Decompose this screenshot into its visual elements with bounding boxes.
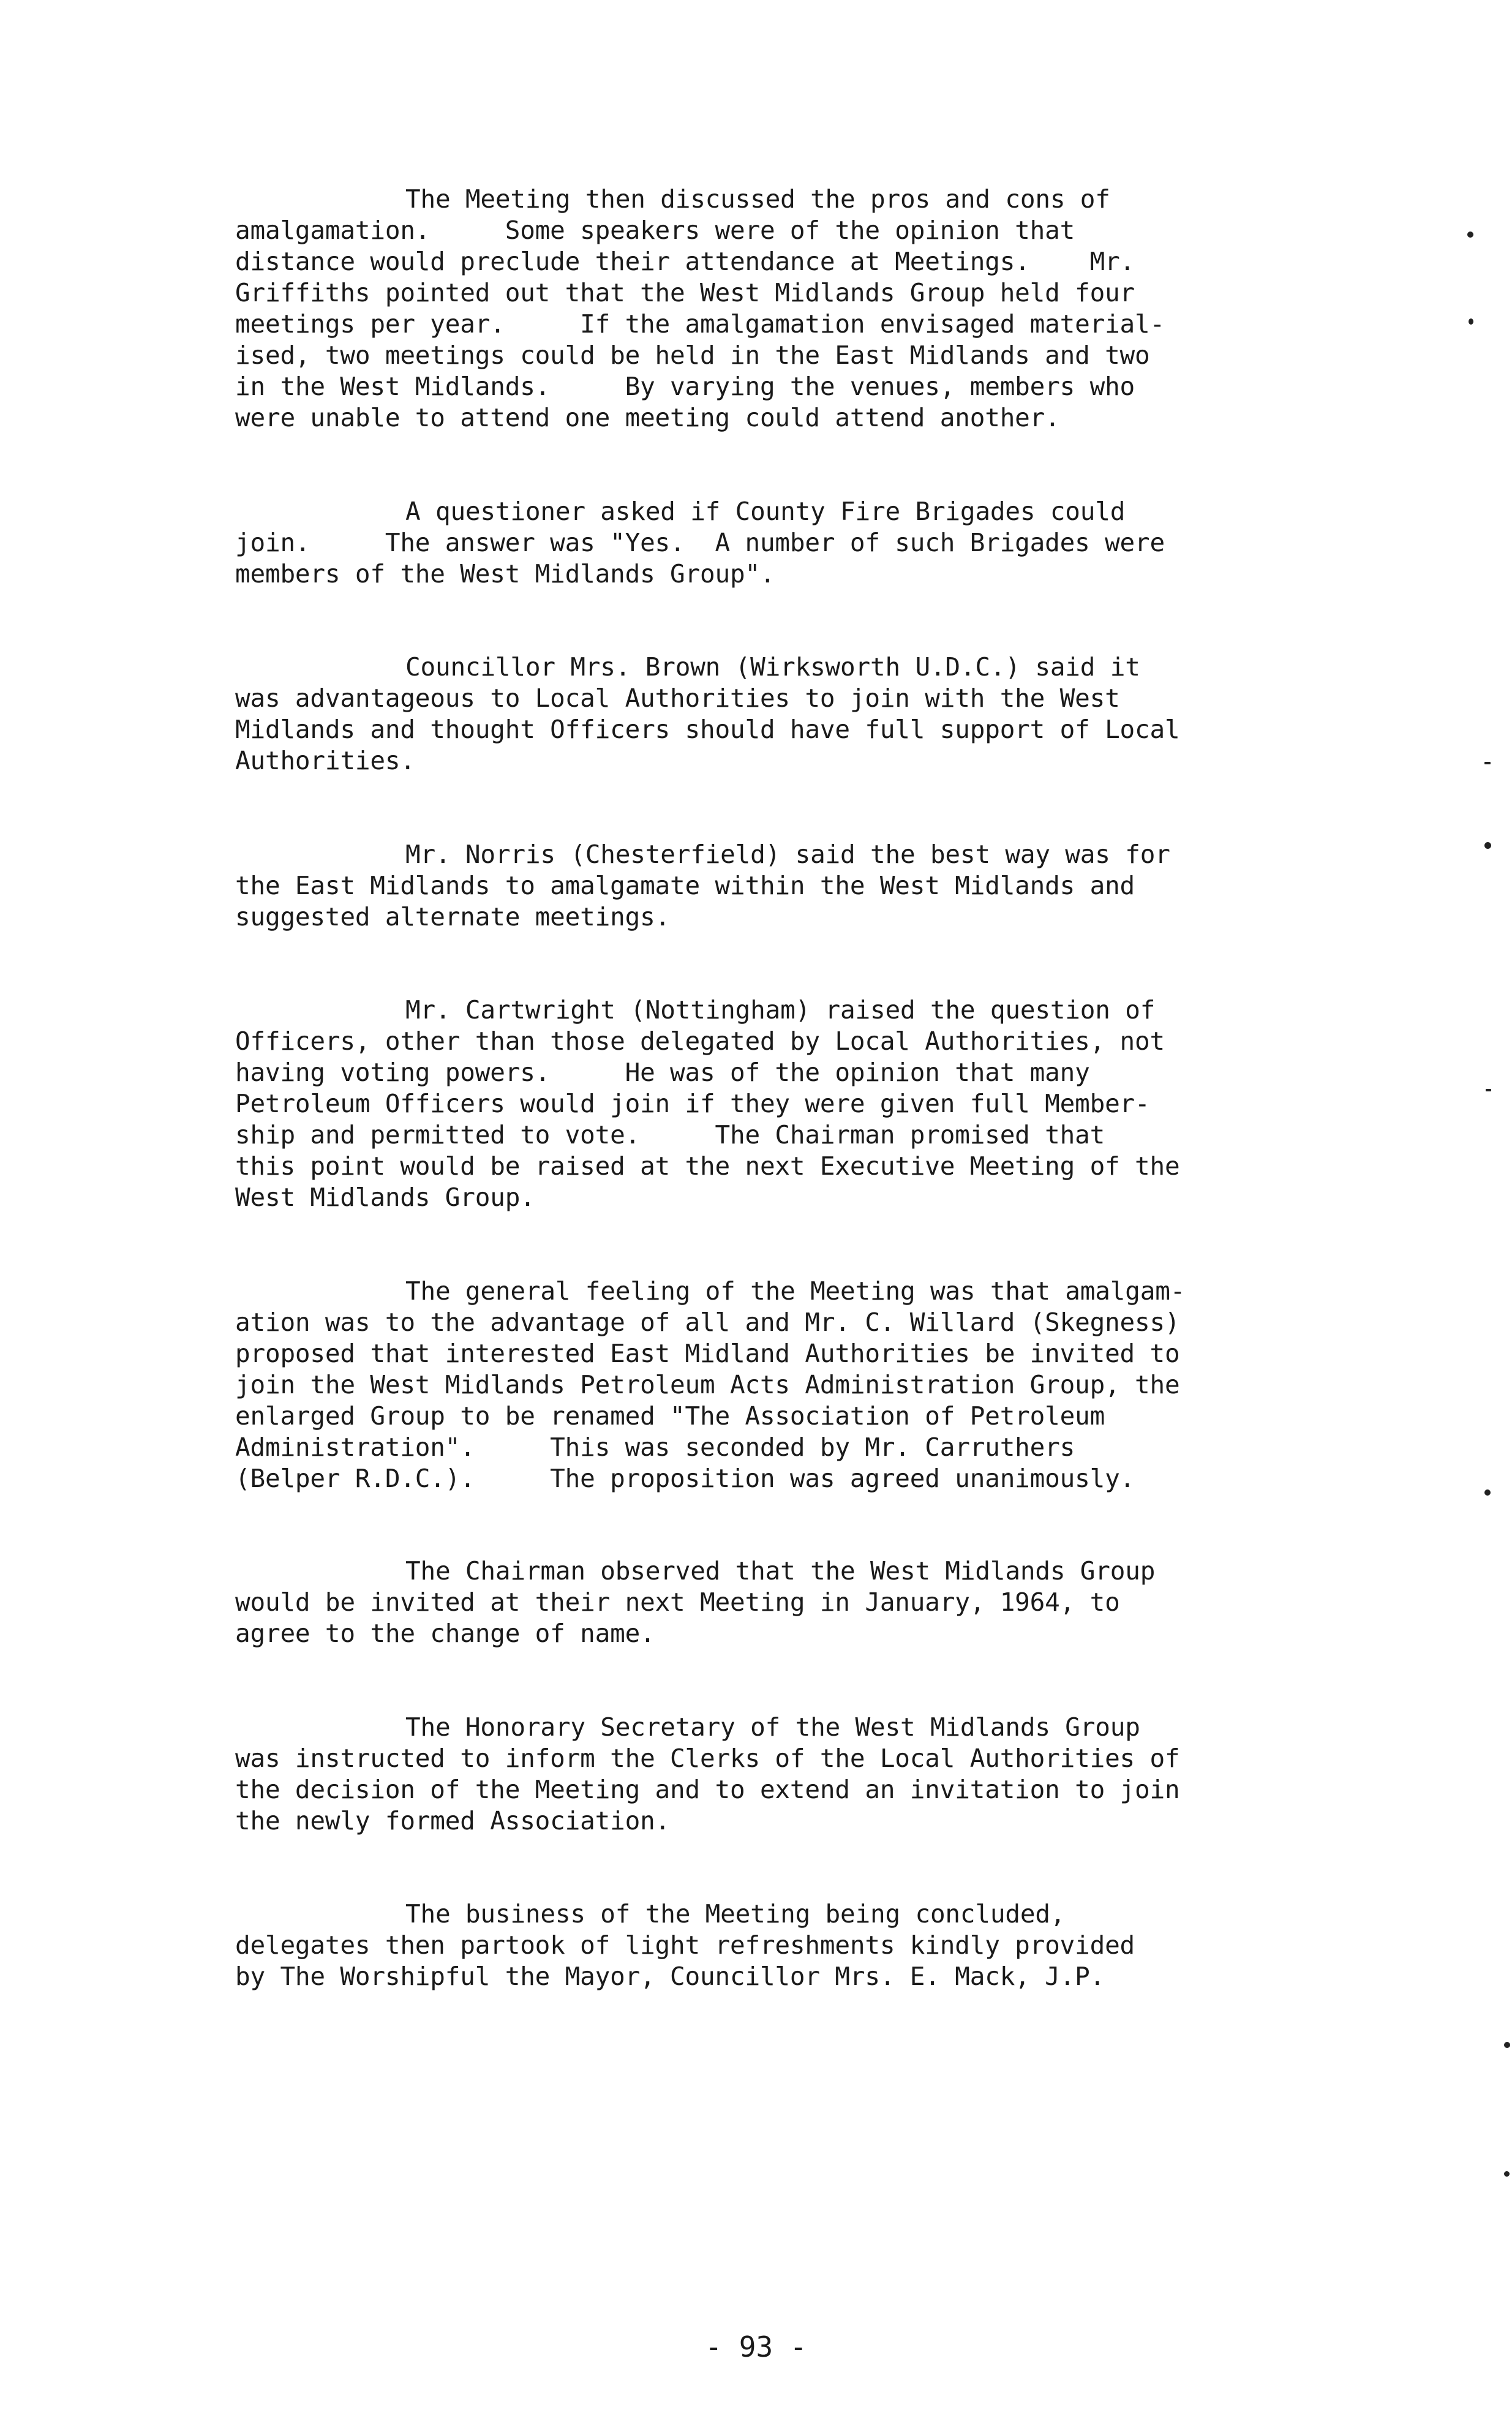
scan-speck (1469, 318, 1473, 325)
text-line: amalgamation. Some speakers were of the opinion that (235, 216, 1075, 245)
text-line: the East Midlands to amalgamate within the West Midlands and (235, 871, 1135, 900)
scan-speck (1467, 232, 1473, 238)
scan-speck (1484, 842, 1491, 849)
paragraph-honorary-secretary (235, 1712, 1239, 1837)
text-line: join. The answer was "Yes. A number of such Brigades were (235, 528, 1165, 557)
text-line: by The Worshipful the Mayor, Councillor Mrs. E. Mack, J.P. (235, 1962, 1105, 1991)
text-line: Midlands and thought Officers should have full support of Local (235, 715, 1180, 744)
text-line: ised, two meetings could be held in the East Midlands and two (235, 341, 1150, 370)
text-line: A questioner asked if County Fire Brigades could (405, 497, 1126, 526)
text-line: Griffiths pointed out that the West Midlands Group held four (235, 278, 1135, 307)
paragraph-councillor-brown (235, 652, 1239, 777)
text-line: The Meeting then discussed the pros and cons of (405, 184, 1110, 214)
text-line: The general feeling of the Meeting was that amalgam- (405, 1276, 1186, 1306)
text-line: distance would preclude their attendance at Meetings. Mr. (235, 247, 1135, 276)
text-line: in the West Midlands. By varying the venues, members who (235, 372, 1135, 401)
text-line: proposed that interested East Midland Authorities be invited to (235, 1339, 1180, 1368)
text-line: suggested alternate meetings. (235, 902, 671, 932)
paragraph-general-feeling (235, 1276, 1239, 1494)
text-line: delegates then partook of light refreshments kindly provided (235, 1930, 1135, 1960)
text-line: this point would be raised at the next Executive Meeting of the (235, 1151, 1180, 1181)
text-line: agree to the change of name. (235, 1619, 655, 1648)
text-line: Authorities. (235, 746, 415, 775)
text-line: was advantageous to Local Authorities to join with the West (235, 683, 1120, 713)
page-number: - 93 - (705, 2330, 807, 2363)
scan-speck (1486, 1089, 1491, 1091)
text-line: (Belper R.D.C.). The proposition was agreed unanimously. (235, 1464, 1135, 1493)
paragraph-fire-brigades (235, 496, 1239, 590)
text-line: ship and permitted to vote. The Chairman promised that (235, 1120, 1105, 1150)
text-line: Petroleum Officers would join if they were given full Member- (235, 1089, 1150, 1118)
text-line: West Midlands Group. (235, 1183, 535, 1212)
scan-speck (1484, 762, 1491, 764)
paragraph-mr-norris (235, 839, 1239, 933)
text-line: Councillor Mrs. Brown (Wirksworth U.D.C.) said it (405, 652, 1140, 682)
paragraph-chairman-observed (235, 1556, 1239, 1649)
text-line: Administration". This was seconded by Mr. Carruthers (235, 1433, 1075, 1462)
text-line: The Honorary Secretary of the West Midlands Group (405, 1712, 1140, 1742)
paragraph-business-concluded (235, 1899, 1239, 1992)
text-line: members of the West Midlands Group". (235, 559, 775, 589)
text-line: the newly formed Association. (235, 1806, 671, 1836)
text-line: would be invited at their next Meeting in January, 1964, to (235, 1587, 1120, 1617)
text-line: join the West Midlands Petroleum Acts Administration Group, the (235, 1370, 1180, 1399)
scan-speck (1504, 2171, 1510, 2177)
paragraph-mr-cartwright (235, 995, 1239, 1213)
text-line: Mr. Cartwright (Nottingham) raised the question of (405, 995, 1156, 1025)
paragraph-amalgamation-discussion (235, 184, 1239, 434)
scan-speck (1484, 1489, 1491, 1496)
text-line: enlarged Group to be renamed "The Association of Petroleum (235, 1401, 1105, 1431)
text-line: meetings per year. If the amalgamation envisaged material- (235, 309, 1165, 339)
text-line: ation was to the advantage of all and Mr. C. Willard (Skegness) (235, 1308, 1180, 1337)
text-line: were unable to attend one meeting could attend another. (235, 403, 1060, 432)
text-line: The business of the Meeting being concluded, (405, 1899, 1066, 1929)
text-line: was instructed to inform the Clerks of the Local Authorities of (235, 1744, 1180, 1773)
text-line: Officers, other than those delegated by Local Authorities, not (235, 1026, 1165, 1056)
text-line: The Chairman observed that the West Midlands Group (405, 1556, 1156, 1586)
text-line: Mr. Norris (Chesterfield) said the best way was for (405, 840, 1170, 869)
scan-speck (1504, 2042, 1510, 2048)
text-line: the decision of the Meeting and to extend an invitation to join (235, 1775, 1180, 1804)
text-line: having voting powers. He was of the opinion that many (235, 1058, 1090, 1087)
